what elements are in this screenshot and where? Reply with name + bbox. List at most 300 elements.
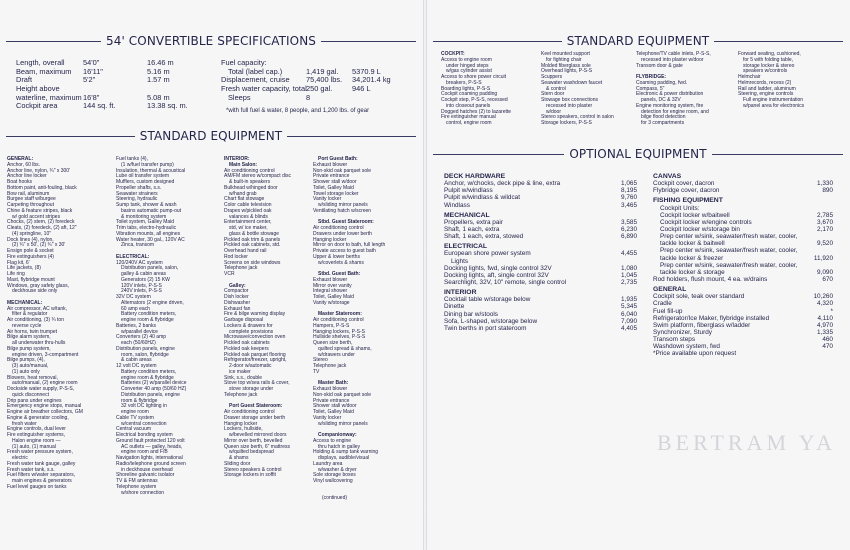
equipment-line: Mufflers, custom designed (116, 179, 175, 185)
equipment-line: Distribution panels, engine (121, 391, 180, 398)
option-row (444, 258, 637, 265)
spec-label: Displacement, cruise (221, 75, 290, 85)
option-label: Dinette (444, 303, 465, 311)
option-label: FISHING EQUIPMENT (653, 197, 723, 205)
equipment-line: Coaming padding, fwd. (636, 79, 688, 86)
equipment-line: Telephone system (116, 483, 157, 490)
equipment-line: 12 volt DC system (116, 363, 157, 369)
equipment-line: Emergency engine stops, manual (7, 403, 82, 410)
equipment-line: fresh water (12, 420, 37, 427)
equipment-line: Engine controls, dual lever (7, 426, 66, 433)
equipment-line: Fuel level gauges on tanks (7, 483, 67, 490)
option-row (653, 219, 833, 226)
option-row (653, 240, 833, 247)
option-label: Prep center w/sink, seawater/fresh water, cooler, (660, 233, 798, 241)
equipment-line: & shams (229, 455, 249, 461)
option-heading (444, 212, 637, 219)
capacity-table (221, 59, 421, 102)
spec-imperial-value: 16'8" (83, 92, 100, 102)
option-label: Anchor, w/chocks, deck pipe & line, extra (444, 180, 561, 188)
spec-label: Height above (16, 84, 60, 94)
equipment-line: Telephone/TV cable inlets, P-S-S, (636, 51, 711, 57)
equipment-line: electric (12, 455, 28, 461)
equipment-line: all underwater thru-hulls (12, 340, 66, 346)
equipment-line: Hanging locker (224, 420, 258, 427)
option-price: 2,735 (621, 278, 637, 286)
equipment-line: Carpeting throughout (7, 202, 54, 208)
equipment-line: Fire extinguisher manual (441, 114, 496, 121)
equipment-line: storage locker & stereo (743, 62, 795, 69)
equipment-line: Fire & bilge warning display (224, 311, 286, 318)
equipment-line: Steering, hydraulic (116, 196, 158, 203)
equipment-line: Halon engine room — (12, 437, 61, 444)
standard-equipment-title: STANDARD EQUIPMENT (139, 129, 283, 143)
option-price: * (830, 307, 833, 315)
spec-imperial-value: 54'0" (83, 58, 100, 67)
equipment-heading: Port Guest Stateroom: (229, 403, 283, 410)
equipment-line: panels, DC & 32V (641, 97, 681, 103)
option-heading (653, 197, 833, 204)
optional-equipment-header (433, 147, 843, 161)
equipment-line: Forward seating, cushioned, (738, 51, 801, 57)
equipment-heading: ELECTRICAL: (116, 253, 150, 260)
option-row (444, 187, 637, 194)
equipment-line: Burgee staff w/burgee (7, 196, 56, 203)
equipment-line: Refrigerator/freezer, upright, (224, 357, 287, 364)
equipment-line: w/hand grab (229, 190, 257, 197)
option-row (444, 219, 637, 226)
equipment-line: Rail and ladder, aluminum (738, 85, 796, 92)
equipment-line: Anchor line locker (7, 173, 47, 180)
right-standard-equipment-header (433, 34, 843, 48)
equipment-line: Screens on side windows (224, 259, 281, 266)
option-row (653, 187, 833, 194)
equipment-heading: Main Salon: (229, 161, 258, 168)
option-price: 6,040 (621, 310, 637, 318)
equipment-line: auto/manual, (2) engine room (12, 380, 78, 387)
equipment-line: Central vacuum (116, 426, 152, 433)
equipment-line: Shower stall w/door (313, 403, 357, 410)
equipment-line: Non-skid oak parquet sole (313, 391, 372, 398)
equipment-line: Entertainment center, (224, 219, 272, 226)
specifications-header (6, 34, 416, 48)
equipment-line: Toilet system, Galley Maid (116, 219, 175, 226)
option-row (444, 318, 637, 325)
equipment-heading: Master Stateroom: (318, 311, 362, 318)
option-row (653, 226, 833, 233)
option-price: 1,080 (621, 264, 637, 272)
equipment-line: Dish locker (224, 294, 249, 300)
spec-metric-value: 946 L (352, 84, 371, 94)
option-price: 460 (822, 336, 833, 344)
option-label: Transom steps (653, 336, 696, 344)
equipment-line: Sliding door (224, 460, 251, 467)
equipment-line: w/shore connection (121, 489, 165, 496)
equipment-line: Boarding lights, P-S-S (441, 85, 491, 92)
equipment-line: deckhouse side only (12, 288, 58, 295)
option-label: GENERAL (653, 286, 687, 294)
equipment-line: 60 amp each (121, 305, 150, 312)
equipment-line: Drapes w/pickled oak (224, 207, 272, 214)
option-price: 890 (822, 187, 833, 195)
option-price: 1,045 (621, 271, 637, 279)
equipment-line: Sink, s.s., double (224, 374, 263, 381)
option-price: 9,760 (621, 194, 637, 202)
option-label: Shaft, 1 each, extra, stowed (444, 233, 524, 241)
equipment-line: Stereo speakers & control (224, 466, 282, 473)
equipment-line: Air conditioning control (224, 409, 275, 415)
header-rule (433, 154, 564, 155)
option-row (653, 329, 833, 336)
option-label: Shaft, 1 each, extra (444, 225, 500, 233)
right-standard-equipment-title: STANDARD EQUIPMENT (566, 34, 710, 48)
option-label: Rod holders, flush mount, 4 ea. w/drains (653, 275, 768, 283)
equipment-line: Sole storage boxes (313, 472, 356, 479)
spec-imperial-value: 8 (306, 92, 311, 102)
equipment-line: recessed into plaster w/door (641, 56, 704, 63)
equipment-line: Air conditioning control (313, 317, 364, 323)
equipment-line: Battery condition meters, (121, 368, 177, 375)
equipment-line: Mirror on door to bath, full length (313, 242, 386, 249)
equipment-line: VCR (224, 271, 235, 277)
equipment-line: Cleats, (2) foredeck, (2) aft, 12" (7, 225, 77, 231)
equipment-line: w/door (546, 108, 562, 115)
equipment-line: for 3 compartments (641, 120, 685, 126)
equipment-line: Hanging lockers, P-S-S (313, 328, 365, 335)
equipment-line: complete provisions (229, 328, 274, 335)
option-heading (444, 243, 637, 250)
equipment-line: Bulkhead w/hinged door (224, 184, 278, 191)
header-rule (6, 136, 135, 137)
option-price: 2,170 (817, 225, 833, 233)
equipment-heading: Stbd. Guest Stateroom: (318, 219, 374, 226)
equipment-line: Electrical bonding system (116, 432, 173, 438)
equipment-line: Air compressor, AC w/tank, (7, 305, 68, 312)
equipment-line: Non-skid oak parquet sole (313, 167, 372, 174)
watermark-text: BERTRAM YA (657, 430, 837, 455)
footnote: *with full fuel & water, 8 people, and 1,200 lbs. of gear (226, 108, 370, 114)
equipment-heading: FLYBRIDGE: (636, 74, 667, 80)
spec-imperial-value: 250 gal. (306, 84, 333, 94)
option-price: 4,320 (817, 300, 833, 308)
option-label: Refrigerator/Ice Maker, flybridge installed (653, 314, 770, 322)
equipment-line: 2-door w/automatic (229, 363, 272, 369)
equipment-line: Helmrecords, recess (2) (738, 79, 792, 86)
equipment-line: Battery condition meters, (121, 311, 177, 318)
equipment-line: Toilet, Galley Maid (313, 184, 354, 191)
equipment-line: speakers w/controls (743, 68, 788, 75)
equipment-line: Telephone jack (224, 265, 258, 272)
option-row (653, 293, 833, 300)
equipment-line: & built-in speakers (229, 179, 271, 185)
spec-row (16, 68, 216, 77)
option-row (653, 212, 833, 219)
option-price: 4,405 (621, 324, 637, 332)
equipment-heading: Stbd. Guest Bath: (318, 271, 361, 277)
equipment-line: Microwave/convection oven (224, 334, 286, 341)
equipment-line: Overhead lights, P-S-S (541, 68, 593, 75)
equipment-line: Lube oil transfer system (116, 173, 170, 180)
equipment-line: filter & regulator (12, 311, 48, 318)
equipment-line: ice maker (229, 368, 251, 375)
option-row (444, 311, 637, 318)
equipment-line: Vanity locker (313, 196, 342, 203)
option-row (653, 262, 833, 269)
right-equipment-column-2 (541, 52, 639, 127)
option-price: 6,890 (621, 233, 637, 241)
equipment-line: (1) auto, (1) manual (12, 443, 56, 450)
option-price: 1,065 (621, 180, 637, 188)
option-row (444, 296, 637, 303)
spec-metric-value: 5.16 m (147, 66, 170, 76)
equipment-line: w/washer & dryer (318, 466, 357, 473)
equipment-line: Hampers, P-S-S (313, 322, 350, 329)
option-label: Synchronizer, Sturdy (653, 328, 712, 336)
spec-metric-value: 1.57 m (147, 75, 170, 85)
equipment-line: Anchor, 60 lbs. (7, 161, 41, 168)
equipment-line: Shoreline galvanic isolator (116, 472, 175, 479)
equipment-heading: Companionway: (318, 432, 357, 438)
equipment-line: bilge flood detection (641, 114, 686, 121)
option-price: 11,920 (813, 254, 833, 262)
equipment-line: Pickled oak parquet flooring (224, 351, 286, 358)
option-label: Cockpit cover, dacron (653, 180, 715, 188)
equipment-line: Bilge pumps, (4), (7, 357, 45, 364)
equipment-line: Dishwasher (224, 299, 251, 306)
equipment-line: each (50/60HZ) (121, 340, 156, 346)
option-price: 10,260 (813, 293, 833, 301)
option-row (653, 269, 833, 276)
option-label: INTERIOR (444, 289, 477, 297)
equipment-line: Radio/telephone ground screen (116, 460, 186, 467)
equipment-line: TV (313, 368, 320, 375)
header-rule (433, 41, 562, 42)
equipment-line: Holding & sump tank warning (313, 449, 379, 456)
equipment-line: Stove top w/sea rails & cover, (224, 380, 290, 387)
equipment-line: Bottom paint, anti-fouling, black (7, 184, 77, 191)
spec-label: Fuel capacity: (221, 58, 267, 67)
equipment-line: Lockers, hullside, (224, 426, 263, 433)
equipment-line: Cable TV system (116, 414, 154, 421)
equipment-line: glass & bottle stowage (229, 230, 280, 237)
option-heading (653, 173, 833, 180)
equipment-line: Compass, 5" (636, 85, 665, 92)
spec-label: Total (label cap.) (228, 66, 283, 76)
equipment-line: Private entrance (313, 173, 350, 180)
option-label: Prep center w/sink, seawater/fresh water, cooler, (660, 247, 798, 255)
equipment-line: Fresh water pressure system, (7, 449, 73, 456)
equipment-line: Full engine instrumentation (743, 97, 804, 103)
option-row (653, 350, 833, 357)
equipment-line: Fresh water tank, s.s. (7, 466, 55, 473)
option-row (444, 250, 637, 257)
equipment-line: Windows, gray safety glass, (7, 282, 69, 289)
header-rule (321, 41, 416, 42)
right-page (427, 0, 850, 550)
option-row (653, 300, 833, 307)
equipment-line: Engine air breather collectors, GM (7, 409, 83, 415)
equipment-line: Bilge alarm system, (7, 334, 51, 341)
equipment-line: Navigation lights, international (116, 455, 183, 461)
equipment-heading: COCKPIT: (441, 51, 465, 57)
equipment-line: Vibration mounts, all engines (116, 230, 181, 237)
equipment-line: Anchor line, nylon, ¾" x 300' (7, 167, 71, 174)
header-rule (287, 136, 416, 137)
equipment-line: detection for engine room, and (641, 108, 709, 115)
dimensions-table (16, 59, 216, 111)
spec-imperial-value: 1,419 gal. (306, 66, 339, 76)
spec-label: Draft (16, 75, 33, 85)
equipment-column-2 (116, 157, 228, 496)
equipment-heading: Port Guest Bath: (318, 156, 358, 162)
option-label: Dining bar w/stools (444, 310, 498, 318)
equipment-line: into closeout panels (446, 102, 491, 109)
equipment-line: w/drawers under (318, 351, 355, 358)
equipment-line: Pickled oak trim & panels (224, 236, 281, 243)
option-label: tackle locker & freezer (660, 254, 724, 262)
option-row (444, 325, 637, 332)
equipment-line: Chine & feature stripes, black (7, 207, 73, 214)
equipment-line: AC outlets — galley, heads, (121, 443, 183, 450)
spec-label: waterline, maximum (16, 92, 82, 102)
option-row (653, 336, 833, 343)
option-row (653, 315, 833, 322)
optional-price-list-left (444, 173, 637, 332)
equipment-line: engine room & flybridge (121, 374, 174, 381)
equipment-line: w/sliding mirror panels (318, 420, 368, 427)
option-label: European shore power system (444, 250, 531, 258)
equipment-line: Scuppers (541, 74, 563, 80)
option-label: Pulpit w/windlass & wildcat (444, 194, 521, 202)
equipment-line: Dock lines (4), nylon, (7, 236, 54, 243)
equipment-line: Stereo speakers, control in salon (541, 114, 614, 121)
equipment-line: Private access to guest bath (313, 248, 376, 254)
equipment-line: Flag kit, 6' (7, 259, 30, 266)
right-equipment-column-1 (441, 52, 545, 127)
equipment-line: Insulation, thermal & acoustical (116, 167, 186, 174)
spec-metric-value: 34,201.4 kg (352, 75, 391, 85)
option-row (444, 272, 637, 279)
equipment-line: Converter 40 amp (50/60 HZ) (121, 386, 187, 392)
spec-metric-value: 5.08 m (147, 92, 170, 102)
equipment-line: Mirror over vanity (313, 282, 352, 289)
equipment-line: Converters (2) 40 amp (116, 334, 167, 341)
option-label: Swim platform, fiberglass w/ladder (653, 321, 751, 329)
spec-imperial-value: 75,400 lbs. (306, 75, 343, 85)
equipment-line: Transom door & gate (636, 62, 683, 69)
option-label: Sofa, L-shaped, w/storage below (444, 317, 538, 325)
equipment-line: Overhead hand rail (224, 248, 267, 254)
optional-equipment-title: OPTIONAL EQUIPMENT (569, 147, 707, 161)
option-price: 2,785 (817, 211, 833, 219)
equipment-line: w/panel area for electronics (743, 102, 805, 109)
option-label: Cockpit locker w/storage bin (660, 225, 740, 233)
option-label: ELECTRICAL (444, 243, 488, 251)
equipment-line: (4) springline, 10" (12, 230, 52, 237)
equipment-line: Exhaust blower (313, 386, 348, 392)
option-label: tackle locker & baitwell (660, 240, 725, 248)
left-page (0, 0, 423, 550)
equipment-line: Distribution panels, engine (116, 345, 175, 352)
option-label: Prep center w/sink, seawater/fresh water, cooler, (660, 261, 798, 269)
equipment-line: Towel storage locker (313, 190, 359, 197)
option-label: CANVAS (653, 173, 682, 180)
option-row (653, 205, 833, 212)
option-price: 6,230 (621, 225, 637, 233)
spec-label: Cockpit area (16, 101, 58, 111)
equipment-line: (1 w/fuel transfer pump) (121, 161, 174, 168)
option-label: Cocktail table w/storage below (444, 296, 531, 304)
equipment-line: Helmchair (738, 74, 761, 80)
equipment-line: Distribution panels, salon, (121, 265, 179, 272)
equipment-line: Dogged hatches (2) to lazarette (441, 108, 512, 115)
equipment-line: Rod locker (224, 253, 248, 260)
equipment-line: w/sliding mirror panels (318, 202, 368, 208)
equipment-line: Water heater, 30 gal., 120V AC (116, 236, 185, 243)
equipment-line: valances & blinds (229, 213, 268, 220)
equipment-line: basins automatic pump-out (121, 207, 182, 214)
equipment-line: room, salon, flybridge (121, 351, 169, 358)
equipment-line: Exhaust blower (313, 276, 348, 283)
spec-label: Beam, maximum (16, 66, 72, 76)
equipment-heading: Master Bath: (318, 380, 349, 387)
equipment-line: Alternators (2 engine driven, (121, 299, 184, 306)
equipment-line: Electronic & power distribution (636, 91, 704, 98)
equipment-line: Life ring (7, 271, 25, 277)
equipment-line: Hullside shelves, P-S-S (313, 334, 366, 341)
option-label: MECHANICAL (444, 211, 490, 219)
equipment-line: Zinca, transom (121, 242, 155, 249)
equipment-line: (continued) (322, 495, 348, 502)
equipment-heading: INTERIOR: (224, 156, 250, 162)
option-price: 4,110 (817, 314, 833, 322)
equipment-column-1 (7, 157, 119, 491)
equipment-line: 240V inlets, P-S-S (121, 288, 162, 295)
equipment-line: Vanity locker (313, 414, 342, 421)
equipment-line: 120V inlets, P-S-S (121, 282, 162, 289)
option-label: Washdown system, fwd (653, 343, 720, 351)
equipment-line: Chart flat stowage (224, 196, 265, 203)
equipment-line: (3) auto/manual, (12, 363, 49, 369)
equipment-line: Vanity w/storage (313, 299, 350, 306)
option-row (444, 279, 637, 286)
equipment-line: Fire extinguishers (4) (7, 253, 54, 260)
equipment-line: Pickled oak cabinets, std. (224, 242, 281, 249)
equipment-line: Life jackets, (8) (7, 265, 41, 272)
equipment-line: Queen size berth, 6" mattress (224, 443, 290, 450)
option-price: 1,330 (817, 180, 833, 188)
equipment-line: Compactor (224, 288, 249, 295)
equipment-line: Private entrance (313, 397, 350, 404)
equipment-line: 32V DC system (116, 294, 151, 300)
option-heading (444, 289, 637, 296)
equipment-line: w/parallel device (121, 328, 158, 335)
equipment-line: (2) ¾" x 50', (2) ¾" x 30' (12, 242, 66, 249)
equipment-line: Queen size berth, (313, 340, 353, 346)
equipment-line: Drawer storage under berth (224, 414, 286, 421)
equipment-line: engine driven, 3-compartment (12, 351, 79, 358)
equipment-line: 32 volt DC lighting in (121, 403, 167, 410)
equipment-line: Propeller shafts, s.s. (116, 184, 162, 191)
header-rule (714, 41, 843, 42)
option-label: Cockpit locker w/baitwell (660, 211, 730, 219)
equipment-line: Blowers, heat removal, (7, 374, 58, 381)
equipment-line: for 5 with folding table, (743, 56, 794, 63)
spec-label: Sleeps (228, 92, 251, 102)
equipment-column-3 (224, 157, 319, 479)
equipment-line: Telephone jack (313, 363, 347, 369)
equipment-line: Garbage disposal (224, 317, 264, 323)
